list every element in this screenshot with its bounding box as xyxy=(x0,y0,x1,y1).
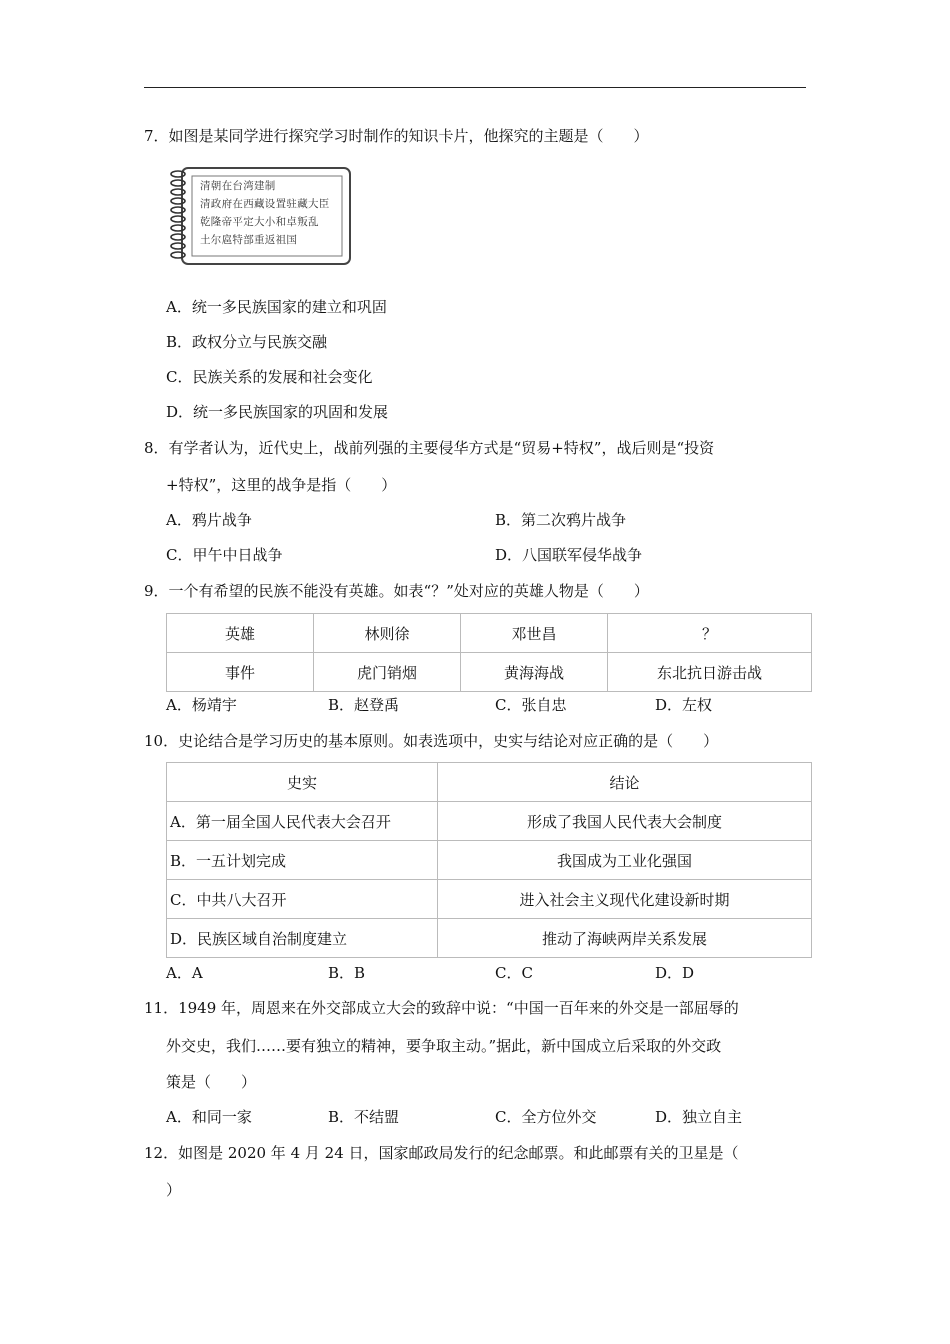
q9-cell: 事件 xyxy=(167,653,314,692)
q9-cell: 林则徐 xyxy=(314,614,461,653)
q10-header-fact: 史实 xyxy=(167,763,438,802)
q9-hero-table xyxy=(166,613,812,692)
q7-option-a[interactable]: A．统一多民族国家的建立和巩固 xyxy=(166,298,387,316)
table-row xyxy=(167,614,812,653)
q10-option-b[interactable]: B．B xyxy=(328,964,366,982)
card-line-3: 乾隆帝平定大小和卓叛乱 xyxy=(200,216,319,228)
q10-option-a[interactable]: A．A xyxy=(166,964,203,982)
q9-cell: 邓世昌 xyxy=(461,614,608,653)
q10-cell: A．第一届全国人民代表大会召开 xyxy=(167,802,438,841)
table-row xyxy=(167,841,812,880)
q9-stem: 9．一个有希望的民族不能没有英雄。如表“？”处对应的英雄人物是（ ） xyxy=(144,582,649,600)
q9-option-a[interactable]: A．杨靖宇 xyxy=(166,696,237,714)
table-row xyxy=(167,653,812,692)
q9-option-c[interactable]: C．张自忠 xyxy=(495,696,567,714)
table-row xyxy=(167,763,812,802)
q10-header-conclusion: 结论 xyxy=(438,763,812,802)
q9-cell: 黄海海战 xyxy=(461,653,608,692)
q10-option-d[interactable]: D．D xyxy=(655,964,695,982)
q10-cell: C．中共八大召开 xyxy=(167,880,438,919)
q9-option-d[interactable]: D．左权 xyxy=(655,696,713,714)
q7-option-c[interactable]: C．民族关系的发展和社会变化 xyxy=(166,368,373,386)
q12-stem-line1: 12．如图是 2020 年 4 月 24 日，国家邮政局发行的纪念邮票。和此邮票有关的卫星是（ xyxy=(144,1144,739,1162)
q8-option-c[interactable]: C．甲午中日战争 xyxy=(166,546,283,564)
q9-cell: 东北抗日游击战 xyxy=(608,653,812,692)
q11-option-b[interactable]: B．不结盟 xyxy=(328,1108,400,1126)
q11-option-d[interactable]: D．独立自主 xyxy=(655,1108,743,1126)
q12-stem-line2: ） xyxy=(166,1181,182,1199)
q10-stem: 10．史论结合是学习历史的基本原则。如表选项中，史实与结论对应正确的是（ ） xyxy=(144,732,719,750)
q11-option-a[interactable]: A．和同一家 xyxy=(166,1108,252,1126)
q9-cell: ？ xyxy=(608,614,812,653)
q9-cell: 虎门销烟 xyxy=(314,653,461,692)
table-row xyxy=(167,802,812,841)
q10-cell: D．民族区域自治制度建立 xyxy=(167,919,438,958)
q8-option-a[interactable]: A．鸦片战争 xyxy=(166,511,252,529)
card-line-4: 土尔扈特部重返祖国 xyxy=(200,234,298,246)
table-row xyxy=(167,880,812,919)
q10-cell: B．一五计划完成 xyxy=(167,841,438,880)
q8-stem-line1: 8．有学者认为，近代史上，战前列强的主要侵华方式是“贸易+特权”，战后则是“投资 xyxy=(144,439,715,457)
q10-cell: 推动了海峡两岸关系发展 xyxy=(438,919,812,958)
q7-option-d[interactable]: D．统一多民族国家的巩固和发展 xyxy=(166,403,389,421)
q9-option-b[interactable]: B．赵登禹 xyxy=(328,696,400,714)
q11-option-c[interactable]: C．全方位外交 xyxy=(495,1108,597,1126)
q10-option-c[interactable]: C．C xyxy=(495,964,533,982)
q10-cell: 我国成为工业化强国 xyxy=(438,841,812,880)
q8-stem-line2: +特权”，这里的战争是指（ ） xyxy=(166,476,397,494)
q10-cell: 形成了我国人民代表大会制度 xyxy=(438,802,812,841)
q9-cell: 英雄 xyxy=(167,614,314,653)
table-row xyxy=(167,919,812,958)
q11-stem-line3: 策是（ ） xyxy=(166,1073,257,1091)
q7-option-b[interactable]: B．政权分立与民族交融 xyxy=(166,333,328,351)
q7-stem: 7．如图是某同学进行探究学习时制作的知识卡片，他探究的主题是（ ） xyxy=(144,127,649,145)
card-line-1: 清朝在台湾建制 xyxy=(200,180,276,192)
q10-fact-table xyxy=(166,762,812,958)
q8-option-b[interactable]: B．第二次鸦片战争 xyxy=(495,511,627,529)
card-line-2: 清政府在西藏设置驻藏大臣 xyxy=(200,198,330,210)
q11-stem-line1: 11．1949 年，周恩来在外交部成立大会的致辞中说：“中国一百年来的外交是一部屈辱的 xyxy=(144,999,739,1017)
q8-option-d[interactable]: D．八国联军侵华战争 xyxy=(495,546,643,564)
q10-cell: 进入社会主义现代化建设新时期 xyxy=(438,880,812,919)
q11-stem-line2: 外交史，我们……要有独立的精神，要争取主动。”据此，新中国成立后采取的外交政 xyxy=(166,1037,722,1055)
header-rule xyxy=(144,87,806,88)
